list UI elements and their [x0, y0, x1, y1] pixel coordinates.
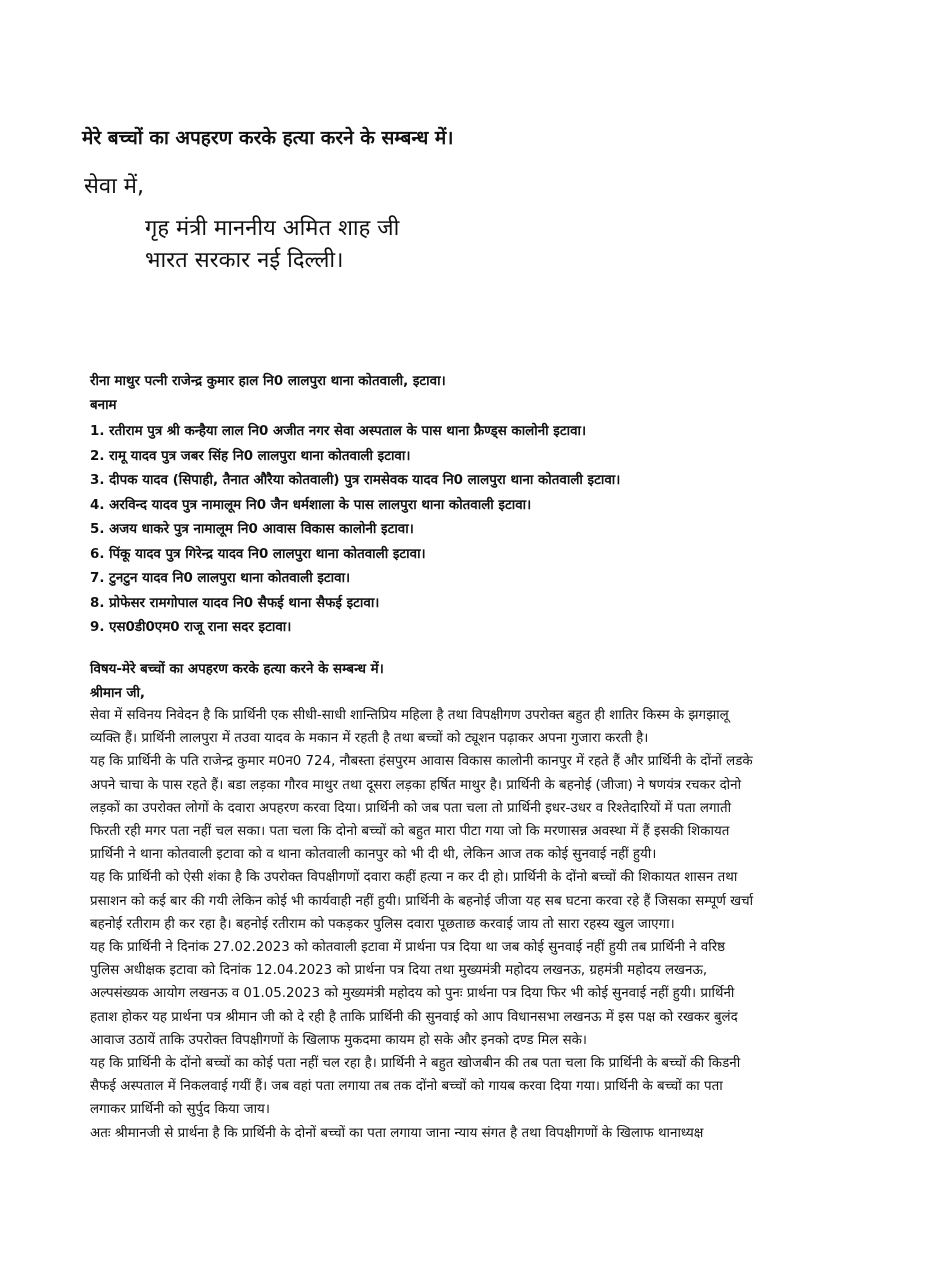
- greeting-line: श्रीमान जी,: [90, 686, 146, 701]
- addressee-line-1: गृह मंत्री माननीय अमित शाह जी: [145, 216, 400, 241]
- accused-item: 4. अरविन्द यादव पुत्र नामालूम नि0 जैन धर्मशाला के पास लालपुरा थाना कोतवाली इटावा।: [90, 497, 532, 513]
- addressee-line-2: भारत सरकार नई दिल्ली।: [145, 248, 344, 273]
- accused-item: 8. प्रोफेसर रामगोपाल यादव नि0 सैफई थाना सैफई इटावा।: [90, 595, 380, 611]
- letter-heading: मेरे बच्चों का अपहरण करके हत्या करने के सम्बन्ध में।: [82, 127, 454, 149]
- body-line: अल्पसंख्यक आयोग लखनऊ व 01.05.2023 को मुख्यमंत्री महोदय को पुनः प्रार्थना पत्र दिया फिर भी कोई सुनवाई नहीं हुयी। प्रार्थिनी: [90, 986, 735, 1002]
- body-line: आवाज उठायें ताकि उपरोक्त विपक्षीगणों के खिलाफ मुकदमा कायम हो सके और इनको दण्ड मिल सके।: [90, 1032, 587, 1048]
- accused-list: [90, 420, 890, 641]
- body-line: यह कि प्रार्थिनी को ऐसी शंका है कि उपरोक्त विपक्षीगणों दवारा कहीं हत्या न कर दी हो। प्रार्थिनी के दोंनो बच्चों की शिकायत शासन तथा: [90, 870, 738, 886]
- body-line: अतः श्रीमानजी से प्रार्थना है कि प्रार्थिनी के दोनों बच्चों का पता लगाया जाना न्याय संगत है तथा विपक्षीगणों के खिलाफ थानाध्यक्ष: [90, 1125, 704, 1141]
- parties-block: [90, 370, 890, 418]
- body-line: फिरती रही मगर पता नहीं चल सका। पता चला कि दोनो बच्चों को बहुत मारा पीटा गया जो कि मरणासन्न अवस्था में हैं इसकी शिकायत: [90, 824, 730, 840]
- accused-item: 1. रतीराम पुत्र श्री कन्हैया लाल नि0 अजीत नगर सेवा अस्पताल के पास थाना फ्रैण्ड्स कालोनी इटावा।: [90, 424, 587, 439]
- body-line: यह कि प्रार्थिनी ने दिनांक 27.02.2023 को कोतवाली इटावा में प्रार्थना पत्र दिया था जब कोई सुनवाई नहीं हुयी तब प्रार्थिनी ने वरिष्ठ: [90, 940, 726, 956]
- complainant-line: रीना माथुर पत्नी राजेन्द्र कुमार हाल नि0 लालपुरा थाना कोतवाली, इटावा।: [90, 374, 446, 389]
- letter-body: [90, 704, 880, 1145]
- body-line: सैफई अस्पताल में निकलवाई गयीं हैं। जब वहां पता लगाया तब तक दोंनो बच्चों को गायब करवा दिया गया। प्रार्थिनी के बच्चों का पता: [90, 1079, 723, 1095]
- accused-item: 6. पिंकू यादव पुत्र गिरेन्द्र यादव नि0 लालपुरा थाना कोतवाली इटावा।: [90, 546, 426, 562]
- versus-label: बनाम: [90, 398, 117, 413]
- body-line: सेवा में सविनय निवेदन है कि प्रार्थिनी एक सीधी-साधी शान्तिप्रिय महिला है तथा विपक्षीगण उपरोक्त बहुत ही शातिर किस्म के झगझालू: [90, 708, 729, 723]
- salutation: सेवा में,: [84, 174, 144, 199]
- body-line: प्रार्थिनी ने थाना कोतवाली इटावा को व थाना कोतवाली कानपुर को भी दी थी, लेकिन आज तक कोई सुनवाई नहीं हुयी।: [90, 847, 657, 863]
- body-line: बहनोई रतीराम ही कर रहा है। बहनोई रतीराम को पकड़कर पुलिस दवारा पूछताछ करवाई जाय तो सारा रहस्य खुल जाएगा।: [90, 916, 675, 932]
- body-line: व्यक्ति हैं। प्रार्थिनी लालपुरा में तउवा यादव के मकान में रहती है तथा बच्चों को ट्यूशन पढ़ाकर अपना गुजारा करती है।: [90, 731, 649, 747]
- body-line: यह कि प्रार्थिनी के पति राजेन्द्र कुमार म0न0 724, नौबस्ता हंसपुरम आवास विकास कालोनी कानपुर में रहते हैं और प्रार्थिनी के दोंनों लडके: [90, 754, 753, 770]
- accused-item: 3. दीपक यादव (सिपाही, तैनात औरैया कोतवाली) पुत्र रामसेवक यादव नि0 लालपुरा थाना कोतवाली इटावा।: [90, 473, 621, 488]
- accused-item: 5. अजय धाकरे पुत्र नामालूम नि0 आवास विकास कालोनी इटावा।: [90, 522, 414, 537]
- body-line: हताश होकर यह प्रार्थना पत्र श्रीमान जी को दे रही है ताकि प्रार्थिनी की सुनवाई को आप विधानसभा लखनऊ में इस पक्ष को रखकर बुलंद: [90, 1009, 738, 1025]
- subject-block: [90, 658, 890, 706]
- accused-item: 9. एस0डी0एम0 राजू राना सदर इटावा।: [90, 620, 292, 635]
- accused-item: 7. टुनटुन यादव नि0 लालपुरा थाना कोतवाली इटावा।: [90, 571, 351, 586]
- body-line: अपने चाचा के पास रहते हैं। बडा लड़का गौरव माथुर तथा दूसरा लड़का हर्षित माथुर है। प्रार्थिनी के बहनोई (जीजा) ने षणयंत्र रचकर दोनो: [90, 777, 742, 793]
- body-line: प्रसाशन को कई बार की गयी लेकिन कोई भी कार्यवाही नहीं हुयी। प्रार्थिनी के बहनोई जीजा यह सब घटना करवा रहे हैं जिसका सम्पूर्ण खर्चा: [90, 893, 754, 909]
- body-line: लगाकर प्रार्थिनी को सुर्पुद किया जाय।: [90, 1102, 270, 1118]
- subject-line: विषय-मेरे बच्चों का अपहरण करके हत्या करने के सम्बन्ध में।: [90, 662, 384, 677]
- accused-item: 2. रामू यादव पुत्र जबर सिंह नि0 लालपुरा थाना कोतवाली इटावा।: [90, 448, 411, 464]
- body-line: यह कि प्रार्थिनी के दोंनो बच्चों का कोई पता नहीं चल रहा है। प्रार्थिनी ने बहुत खोजबीन की तब पता चला कि प्रार्थिनी के बच्चों की किडनी: [90, 1056, 741, 1072]
- body-line: पुलिस अधीक्षक इटावा को दिनांक 12.04.2023 को प्रार्थना पत्र दिया तथा मुख्यमंत्री महोदय लखनऊ, ग्रहमंत्री महोदय लखनऊ,: [90, 963, 708, 979]
- body-line: लड़कों का उपरोक्त लोगों के दवारा अपहरण करवा दिया। प्रार्थिनी को जब पता चला तो प्रार्थिनी इधर-उधर व रिश्तेदारियों में पता लगाती: [90, 800, 732, 816]
